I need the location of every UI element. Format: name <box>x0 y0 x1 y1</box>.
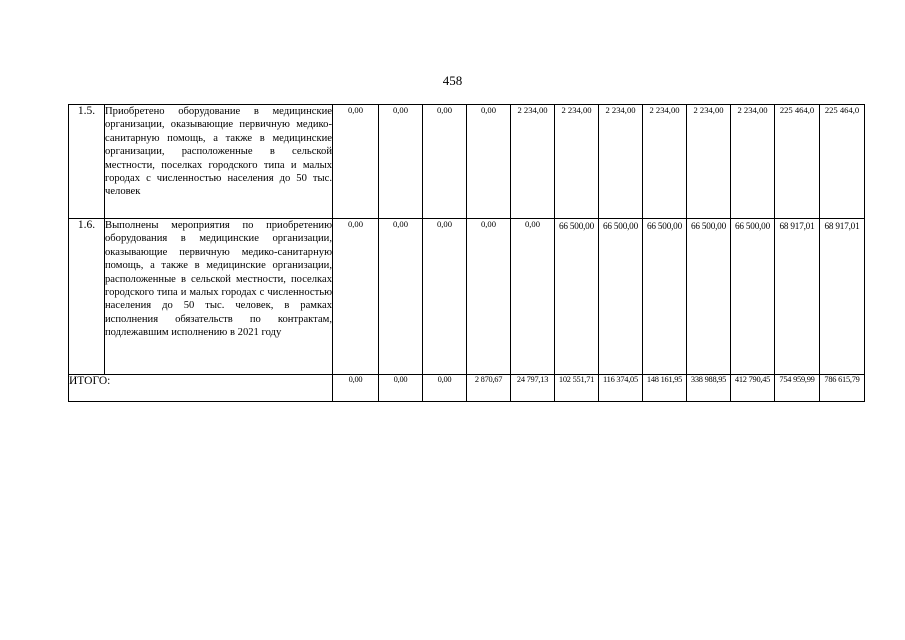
total-value-cell: 2 870,67 <box>467 375 511 402</box>
total-row <box>69 375 865 402</box>
value-cell: 225 464,0 <box>775 105 820 219</box>
total-value-cell: 754 959,99 <box>775 375 820 402</box>
value-cell: 2 234,00 <box>687 105 731 219</box>
total-label: ИТОГО: <box>69 375 333 402</box>
total-value-cell: 412 790,45 <box>731 375 775 402</box>
value-cell: 2 234,00 <box>511 105 555 219</box>
total-value-cell: 338 988,95 <box>687 375 731 402</box>
table-row <box>69 219 865 375</box>
value-cell: 66 500,00 <box>687 219 731 375</box>
total-value-cell: 102 551,71 <box>555 375 599 402</box>
value-cell: 66 500,00 <box>731 219 775 375</box>
value-cell: 2 234,00 <box>643 105 687 219</box>
budget-table <box>68 104 865 402</box>
value-cell: 0,00 <box>333 219 379 375</box>
row-number: 1.6. <box>69 219 105 375</box>
value-cell: 0,00 <box>333 105 379 219</box>
value-cell: 0,00 <box>423 219 467 375</box>
value-cell: 66 500,00 <box>555 219 599 375</box>
value-cell: 2 234,00 <box>555 105 599 219</box>
total-value-cell: 116 374,05 <box>599 375 643 402</box>
total-value-cell: 148 161,95 <box>643 375 687 402</box>
value-cell: 0,00 <box>423 105 467 219</box>
value-cell: 0,00 <box>467 219 511 375</box>
total-value-cell: 24 797,13 <box>511 375 555 402</box>
row-description: Выполнены мероприятия по приобретению оборудования в медицинские организации, оказывающие первичную медико-санитарную помощь, а также в медицинские организации, расположенные в сельской местности, поселках городского типа и малых городах с численностью населения до 50 тыс. человек, в рамках исполнения обязательств по контрактам, подлежавшим исполнению в 2021 году <box>105 219 333 375</box>
value-cell: 0,00 <box>379 219 423 375</box>
value-cell: 0,00 <box>511 219 555 375</box>
total-value-cell: 0,00 <box>333 375 379 402</box>
value-cell: 0,00 <box>467 105 511 219</box>
total-value-cell: 786 615,79 <box>820 375 865 402</box>
value-cell: 68 917,01 <box>775 219 820 375</box>
row-description: Приобретено оборудование в медицинские организации, оказывающие первичную медико-санитарную помощь, а также в медицинские организации, расположенные в сельской местности, поселках городского типа и малых городах с численностью населения до 50 тыс. человек <box>105 105 333 219</box>
page-number: 458 <box>442 73 463 88</box>
total-value-cell: 0,00 <box>423 375 467 402</box>
value-cell: 225 464,0 <box>820 105 865 219</box>
value-cell: 2 234,00 <box>731 105 775 219</box>
row-number: 1.5. <box>69 105 105 219</box>
value-cell: 0,00 <box>379 105 423 219</box>
value-cell: 2 234,00 <box>599 105 643 219</box>
table-row <box>69 105 865 219</box>
total-value-cell: 0,00 <box>379 375 423 402</box>
value-cell: 66 500,00 <box>599 219 643 375</box>
value-cell: 66 500,00 <box>643 219 687 375</box>
value-cell: 68 917,01 <box>820 219 865 375</box>
